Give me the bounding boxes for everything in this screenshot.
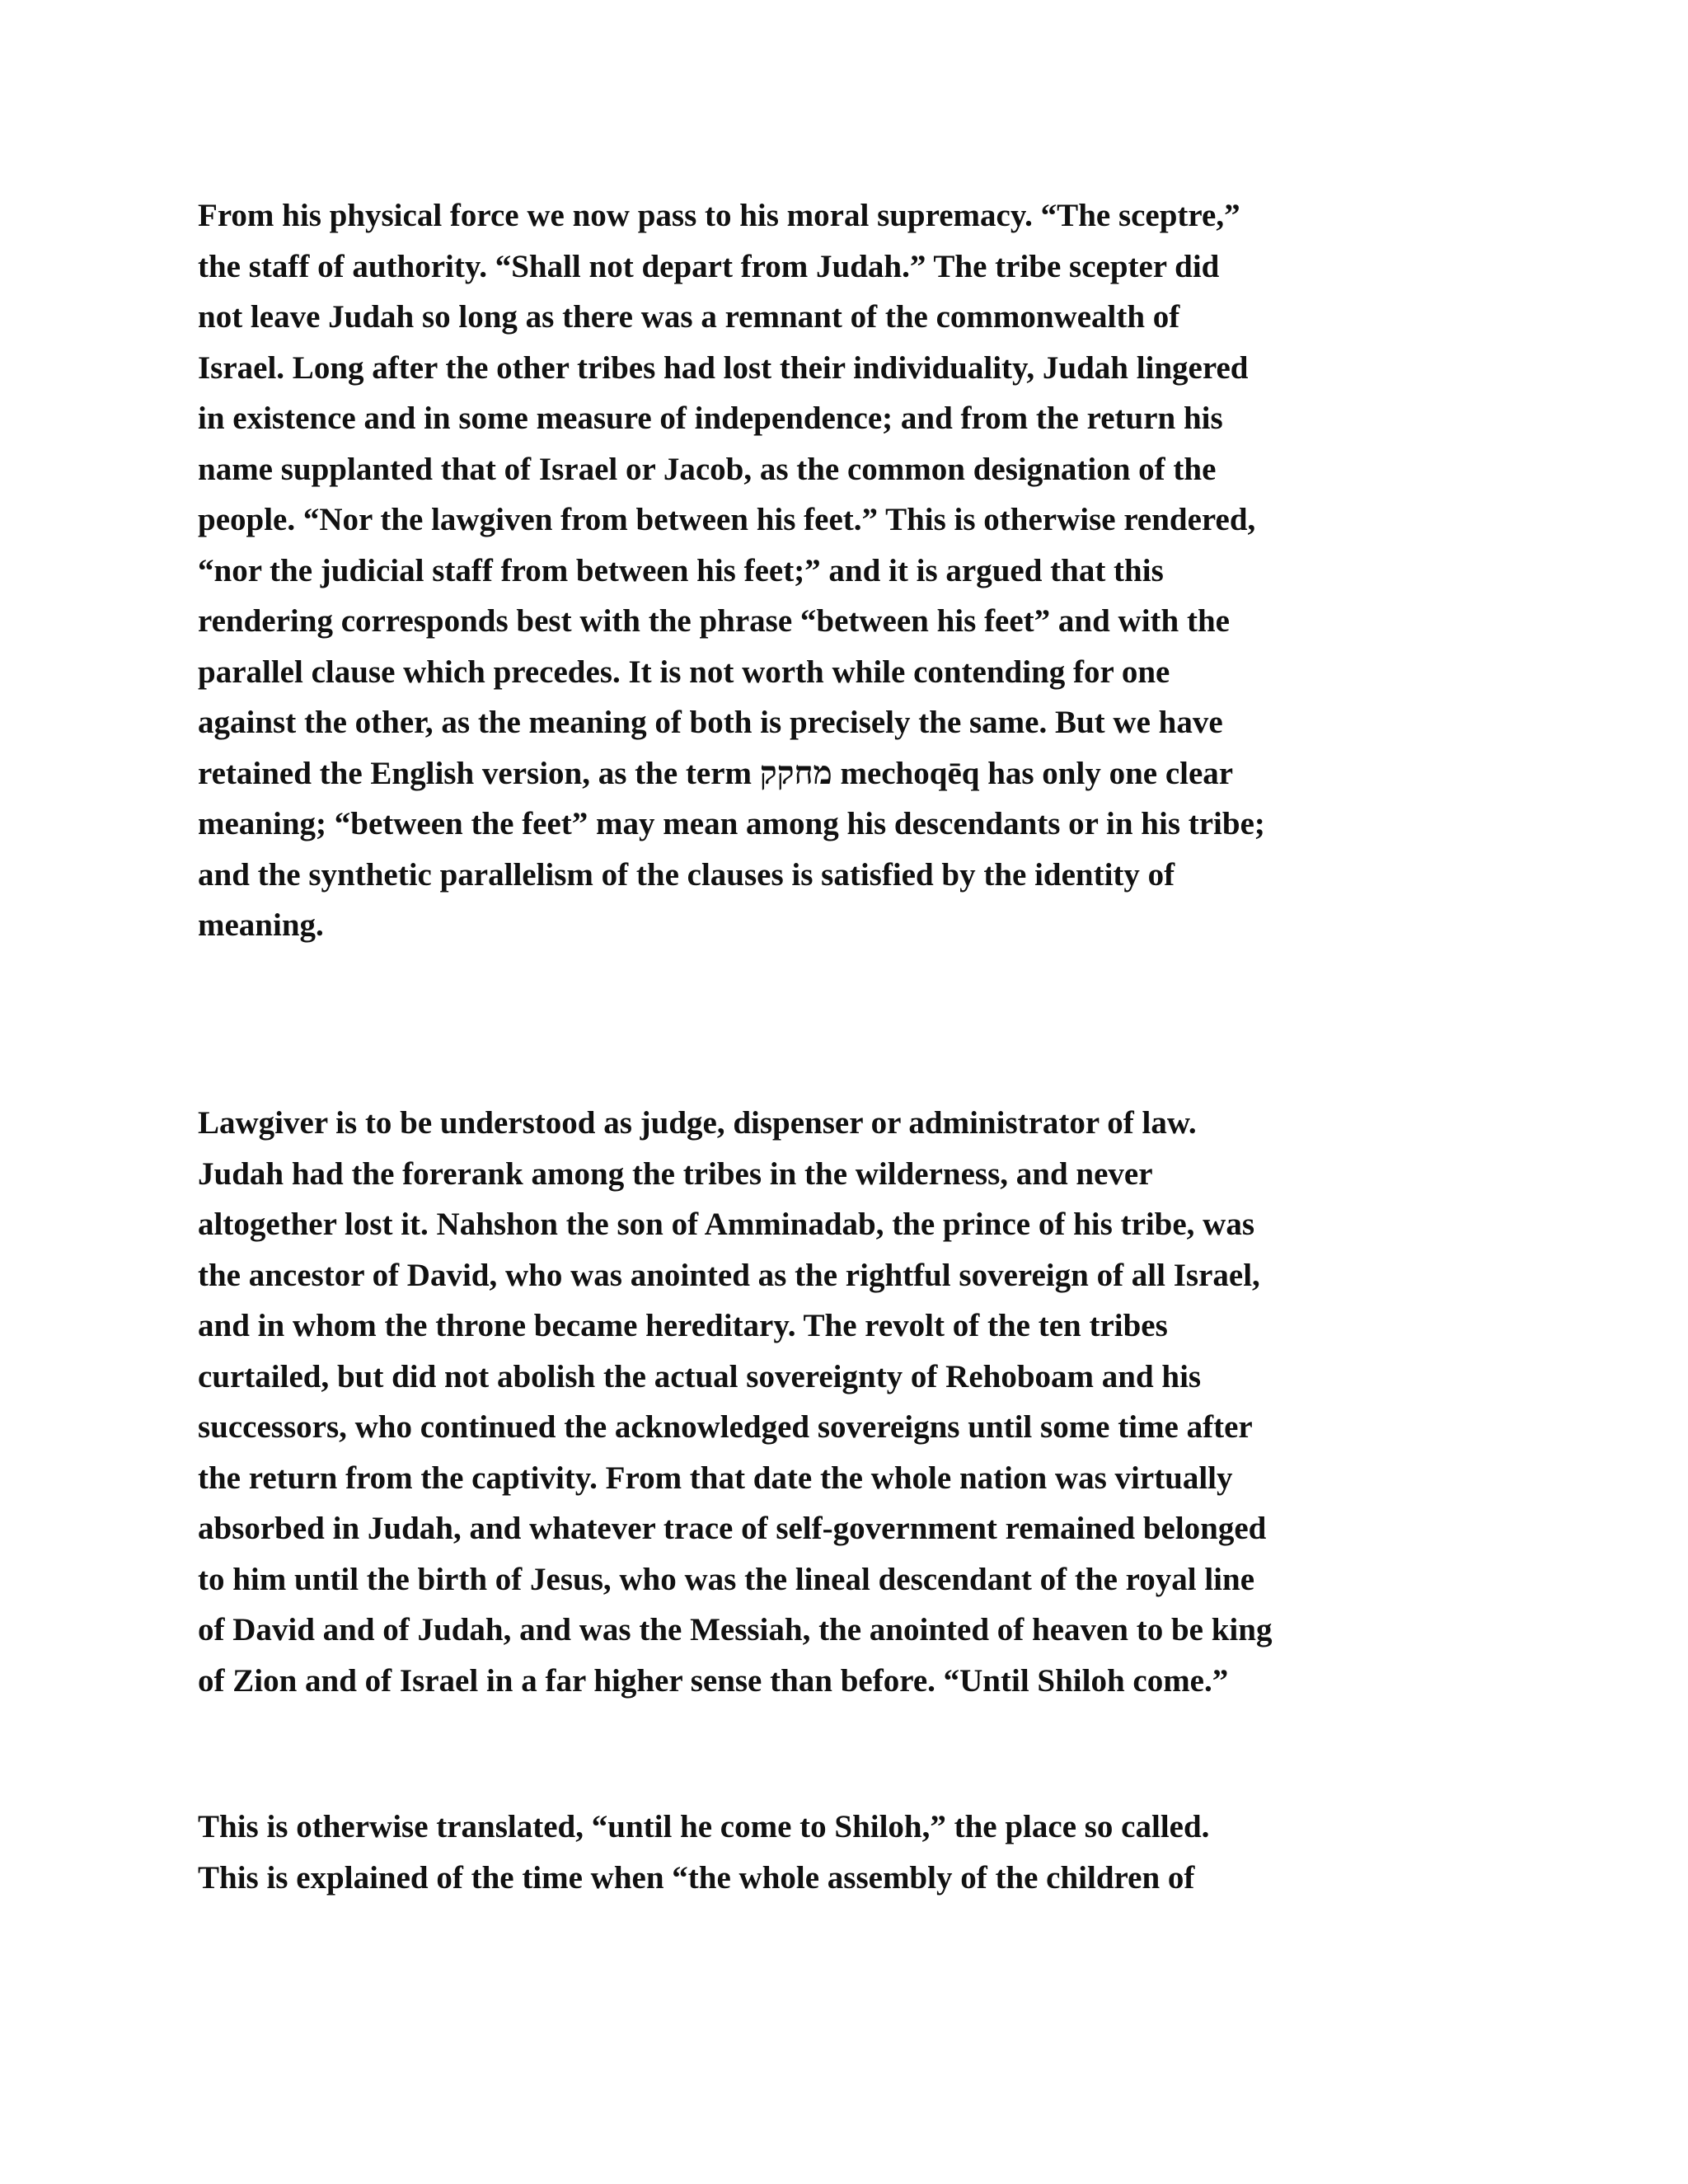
text-line: retained the English version, as the term מחקק mechoqēq has only one clear bbox=[198, 755, 1234, 791]
text-line: the staff of authority. “Shall not depart from Judah.” The tribe scepter did bbox=[198, 248, 1220, 284]
text-line: “nor the judicial staff from between his feet;” and it is argued that this bbox=[198, 552, 1164, 588]
text-line: Israel. Long after the other tribes had lost their individuality, Judah lingered bbox=[198, 349, 1249, 386]
text-line: absorbed in Judah, and whatever trace of self-government remained belonged bbox=[198, 1511, 1267, 1546]
text-line: This is explained of the time when “the whole assembly of the children of bbox=[198, 1859, 1195, 1896]
text-line: This is otherwise translated, “until he come to Shiloh,” the place so called. bbox=[198, 1809, 1210, 1844]
text-line: people. “Nor the lawgiven from between his feet.” This is otherwise rendered, bbox=[198, 502, 1256, 537]
text-line: name supplanted that of Israel or Jacob, as the common designation of the bbox=[198, 451, 1217, 487]
text-line: Judah had the forerank among the tribes in the wilderness, and never bbox=[198, 1155, 1153, 1192]
text-line: against the other, as the meaning of both is precisely the same. But we have bbox=[198, 705, 1223, 740]
text-line: curtailed, but did not abolish the actual sovereignty of Rehoboam and his bbox=[198, 1358, 1202, 1394]
paragraph-shiloh bbox=[198, 1802, 1500, 1903]
text-line: in existence and in some measure of independence; and from the return his bbox=[198, 401, 1223, 436]
paragraph-sceptre bbox=[198, 190, 1500, 951]
text-line: successors, who continued the acknowledged sovereigns until some time after bbox=[198, 1409, 1253, 1445]
text-line: meaning; “between the feet” may mean among his descendants or in his tribe; bbox=[198, 806, 1265, 841]
text-line: not leave Judah so long as there was a remnant of the commonwealth of bbox=[198, 299, 1180, 335]
text-line: and the synthetic parallelism of the clauses is satisfied by the identity of bbox=[198, 856, 1175, 893]
text-line: to him until the birth of Jesus, who was the lineal descendant of the royal line bbox=[198, 1561, 1255, 1597]
text-line: altogether lost it. Nahshon the son of Amminadab, the prince of his tribe, was bbox=[198, 1207, 1254, 1242]
text-line: rendering corresponds best with the phrase “between his feet” and with the bbox=[198, 603, 1230, 639]
text-line: meaning. bbox=[198, 907, 324, 943]
text-line: the return from the captivity. From that date the whole nation was virtually bbox=[198, 1460, 1233, 1496]
text-line: Lawgiver is to be understood as judge, dispenser or administrator of law. bbox=[198, 1105, 1197, 1141]
text-line: From his physical force we now pass to his moral supremacy. “The sceptre,” bbox=[198, 198, 1240, 233]
text-line: and in whom the throne became hereditary. The revolt of the ten tribes bbox=[198, 1308, 1168, 1343]
paragraph-lawgiver bbox=[198, 1098, 1500, 1706]
text-line: parallel clause which precedes. It is not worth while contending for one bbox=[198, 654, 1170, 690]
text-line: of Zion and of Israel in a far higher sense than before. “Until Shiloh come.” bbox=[198, 1662, 1229, 1699]
text-line: of David and of Judah, and was the Messiah, the anointed of heaven to be king bbox=[198, 1612, 1273, 1647]
text-line: the ancestor of David, who was anointed as the rightful sovereign of all Israel, bbox=[198, 1257, 1260, 1293]
